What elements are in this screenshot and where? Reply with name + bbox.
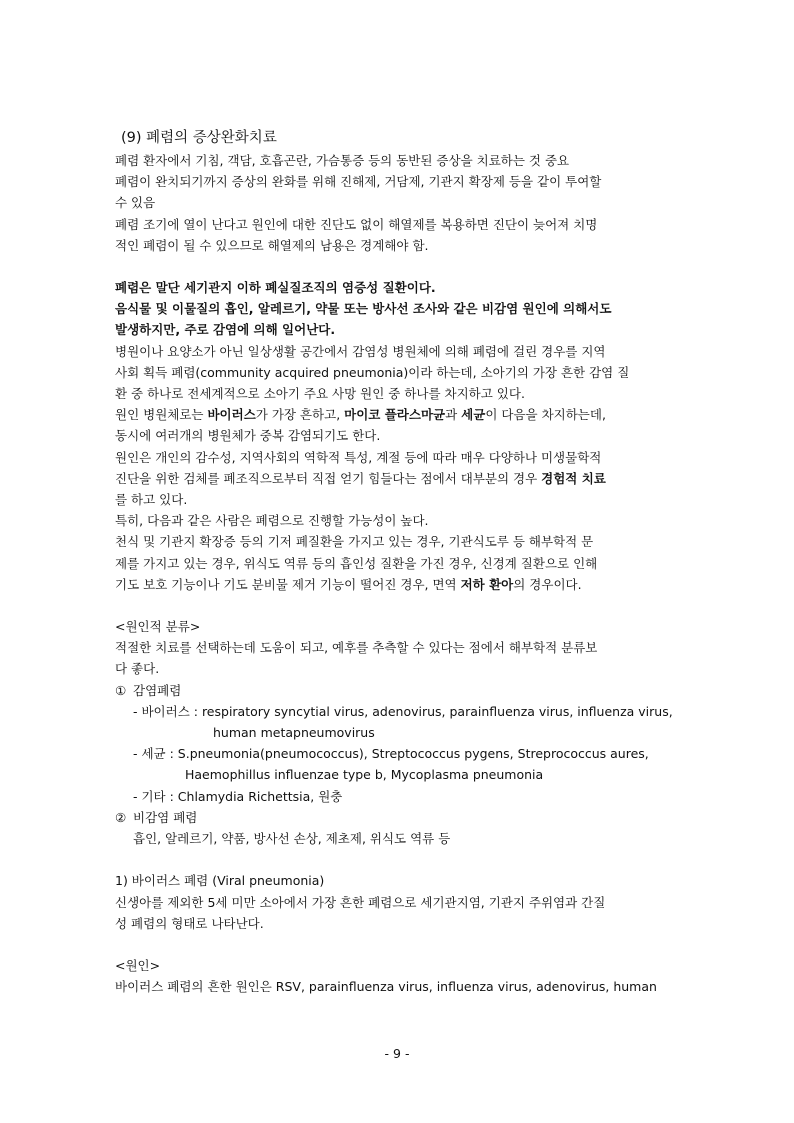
circled-number: ①: [115, 682, 127, 698]
circled-number: ②: [115, 809, 127, 825]
subsection-title: <원인적 분류>: [115, 619, 201, 635]
list-item-continuation: human metapneumovirus: [213, 725, 375, 741]
text: 원인 병원체로는: [115, 407, 208, 423]
paragraph: [115, 404, 681, 425]
blank-line: [115, 256, 681, 277]
blank-line: [115, 849, 681, 870]
bold-term: 마이코 플라스마균: [344, 407, 446, 423]
paragraph: 특히, 다음과 같은 사람은 폐렴으로 진행할 가능성이 높다.: [115, 513, 429, 529]
list-item-continuation: Haemophillus influenzae type b, Mycoplasma pneumonia: [185, 767, 544, 783]
paragraph: [115, 574, 681, 595]
page-content: [115, 127, 681, 997]
list-item: 흡인, 알레르기, 약품, 방사선 손상, 제초제, 위식도 역류 등: [133, 831, 451, 847]
subsection-heading: 1) 바이러스 폐렴 (Viral pneumonia): [115, 873, 325, 889]
bold-term: 저하 환아: [460, 576, 514, 592]
blank-line: [115, 934, 681, 955]
paragraph: 수 있음: [115, 195, 156, 211]
paragraph: 천식 및 기관지 확장증 등의 기저 폐질환을 가지고 있는 경우, 기관식도루 등 해부학적 문: [115, 534, 594, 550]
bold-paragraph: 음식물 및 이물질의 흡인, 알레르기, 약물 또는 방사선 조사와 같은 비감염 원인에 의해서도: [115, 301, 612, 317]
paragraph: 적절한 치료를 선택하는데 도움이 되고, 예후를 추측할 수 있다는 점에서 해부학적 분류보: [115, 640, 598, 656]
text: 이 다음을 차지하는데,: [485, 407, 606, 423]
subsection-title: <원인>: [115, 957, 161, 973]
text: 과: [445, 407, 462, 423]
paragraph: 원인은 개인의 감수성, 지역사회의 역학적 특성, 계절 등에 따라 매우 다양하나 미생물학적: [115, 449, 602, 465]
paragraph: 병원이나 요양소가 아닌 일상생활 공간에서 감염성 병원체에 의해 폐렴에 걸린 경우를 지역: [115, 343, 606, 359]
list-item: - 세균 : S.pneumonia(pneumococcus), Streptococcus pygens, Streprococcus aures,: [133, 746, 649, 762]
section-heading: (9) 폐렴의 증상완화치료: [121, 130, 277, 146]
text: 의 경우이다.: [513, 576, 582, 592]
paragraph: 폐렴 조기에 열이 난다고 원인에 대한 진단도 없이 해열제를 복용하면 진단이 늦어져 치명: [115, 216, 598, 232]
paragraph: 환 중 하나로 전세계적으로 소아기 주요 사망 원인 중 하나를 차지하고 있다.: [115, 386, 525, 402]
paragraph: 폐렴 환자에서 기침, 객담, 호흡곤란, 가슴통증 등의 동반된 증상을 치료하는 것 중요: [115, 153, 570, 168]
bold-paragraph: 폐렴은 말단 세기관지 이하 폐실질조직의 염증성 질환이다.: [115, 280, 436, 296]
bold-term: 경험적 치료: [541, 470, 606, 486]
bold-term: 세균: [461, 407, 486, 423]
paragraph: 사회 획득 폐렴(community acquired pneumonia)이라 하는데, 소아기의 가장 흔한 감염 질: [115, 364, 630, 380]
group-label: 감염폐렴: [133, 682, 182, 698]
paragraph: 신생아를 제외한 5세 미만 소아에서 가장 흔한 폐렴으로 세기관지염, 기관지 주위염과 간질: [115, 894, 606, 910]
group-heading: [115, 680, 681, 701]
group-heading: [115, 807, 681, 828]
text: 기도 보호 기능이나 기도 분비물 제거 기능이 떨어진 경우, 면역: [115, 576, 461, 592]
paragraph: 성 폐렴의 형태로 나타난다.: [115, 915, 264, 931]
group-label: 비감염 폐렴: [133, 809, 198, 825]
bold-paragraph: 발생하지만, 주로 감염에 의해 일어난다.: [115, 322, 336, 338]
paragraph: [115, 468, 681, 489]
paragraph: 적인 폐렴이 될 수 있으므로 해열제의 남용은 경계해야 함.: [115, 237, 429, 253]
text: 진단을 위한 검체를 폐조직으로부터 직접 얻기 힘들다는 점에서 대부분의 경우: [115, 470, 542, 486]
blank-line: [115, 595, 681, 616]
paragraph: 동시에 여러개의 병원체가 중복 감염되기도 한다.: [115, 428, 381, 444]
bold-term: 바이러스: [207, 407, 256, 423]
text: 가 가장 흔하고,: [255, 407, 345, 423]
paragraph: 바이러스 폐렴의 흔한 원인은 RSV, parainfluenza virus, influenza virus, adenovirus, human: [115, 979, 657, 995]
paragraph: 다 좋다.: [115, 661, 160, 677]
paragraph: 폐렴이 완치되기까지 증상의 완화를 위해 진해제, 거담제, 기관지 확장제 등을 같이 투여할: [115, 174, 602, 190]
list-item: - 바이러스 : respiratory syncytial virus, adenovirus, parainfluenza virus, influenza virus,: [133, 703, 673, 719]
paragraph: 를 하고 있다.: [115, 492, 188, 508]
list-item: - 기타 : Chlamydia Richettsia, 원충: [133, 788, 343, 804]
paragraph: 제를 가지고 있는 경우, 위식도 역류 등의 흡인성 질환을 가진 경우, 신경계 질환으로 인해: [115, 555, 598, 571]
page-number: - 9 -: [384, 1046, 410, 1061]
